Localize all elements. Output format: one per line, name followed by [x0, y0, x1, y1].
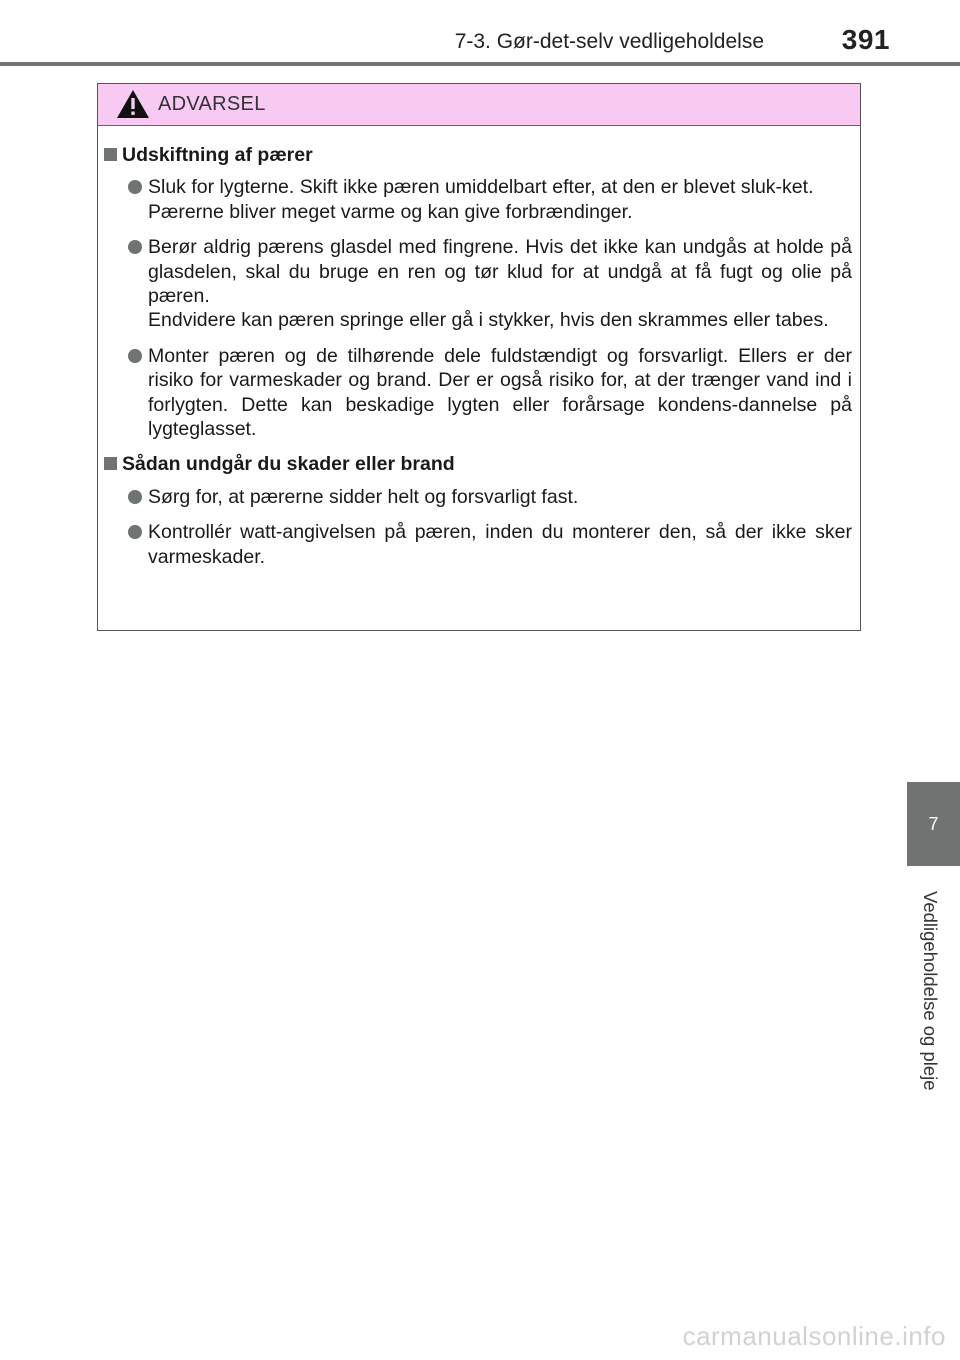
paragraph: Sluk for lygterne. Skift ikke pæren umiddelbart efter, at den er blevet sluk-ket. — [148, 176, 814, 199]
warning-box — [97, 83, 861, 631]
list-item — [128, 485, 852, 509]
chapter-label-text: Vedligeholdelse og pleje — [920, 891, 941, 1091]
section-title-text: Udskiftning af pærer — [122, 144, 313, 166]
page-number: 391 — [841, 24, 890, 55]
warning-body — [98, 126, 860, 569]
page-header — [0, 0, 960, 66]
list-item-text — [148, 520, 852, 569]
circle-bullet-icon — [128, 240, 142, 254]
list-item-text — [148, 485, 852, 509]
paragraph: Kontrollér watt-angivelsen på pæren, inden du monterer den, så der ikke sker varmeskader. — [148, 521, 852, 568]
warning-header — [98, 84, 860, 126]
square-bullet-icon — [104, 457, 117, 470]
chapter-number: 7 — [928, 813, 939, 834]
list-item — [128, 344, 852, 442]
chapter-tab[interactable] — [907, 782, 960, 866]
paragraph: Berør aldrig pærens glasdel med fingrene. Hvis det ikke kan undgås at holde på glasdelen, skal du bruge en ren og tør klud for at undgå at få fugt og olie på pæren. — [148, 236, 852, 308]
list-item-text — [148, 235, 852, 333]
chapter-label — [908, 876, 952, 1106]
warning-section — [104, 143, 852, 441]
paragraph: Monter pæren og de tilhørende dele fuldstændigt og forsvarligt. Ellers er der risiko for varmeskader og brand. Der er også risiko for, at der trænger vand ind i forlygten. Dette kan beskadige lygten eller forårsage kondens-dannelse på lygteglasset. — [148, 344, 852, 441]
square-bullet-icon — [104, 148, 117, 161]
list-item — [128, 235, 852, 333]
circle-bullet-icon — [128, 490, 142, 504]
list-item-text — [148, 344, 852, 442]
list-item-text — [148, 175, 852, 224]
warning-triangle-icon — [116, 89, 150, 119]
paragraph: Endvidere kan pæren springe eller gå i stykker, hvis den skrammes eller tabes. — [148, 309, 829, 332]
list-item — [128, 175, 852, 224]
circle-bullet-icon — [128, 525, 142, 539]
paragraph: Sørg for, at pærerne sidder helt og forsvarligt fast. — [148, 485, 579, 508]
section-title — [104, 143, 852, 167]
header-section-title: 7-3. Gør-det-selv vedligeholdelse — [454, 30, 764, 53]
warning-section — [104, 452, 852, 569]
section-title-text: Sådan undgår du skader eller brand — [122, 453, 455, 476]
circle-bullet-icon — [128, 180, 142, 194]
paragraph: Pærerne bliver meget varme og kan give forbrændinger. — [148, 200, 633, 223]
warning-title: ADVARSEL — [158, 93, 266, 115]
watermark: carmanualsonline.info — [682, 1321, 946, 1351]
list-item — [128, 520, 852, 569]
circle-bullet-icon — [128, 349, 142, 363]
header-rule — [0, 62, 960, 66]
section-title — [104, 452, 852, 476]
